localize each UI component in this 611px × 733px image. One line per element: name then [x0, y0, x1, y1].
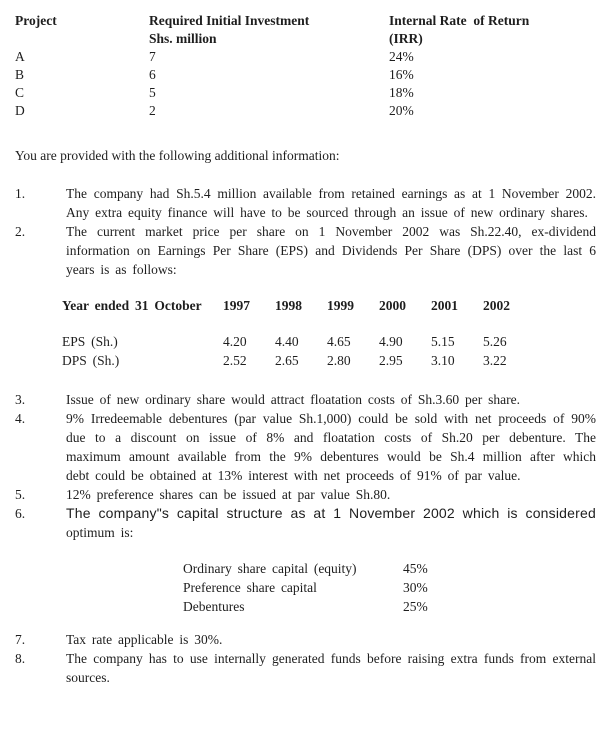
note-number: 5. [15, 487, 26, 502]
eps-value: 4.40 [275, 334, 299, 349]
note-body [62, 222, 596, 390]
project-name: A [15, 49, 25, 64]
capital-structure-row [183, 578, 483, 597]
project-investment: 6 [149, 67, 156, 82]
project-name: D [15, 103, 25, 118]
eps-value: 4.65 [327, 334, 351, 349]
year-label: 1997 [223, 298, 250, 313]
notes-list [15, 184, 596, 687]
note-text: Issue of new ordinary share would attract floatation costs of Sh.3.60 per share. [66, 392, 521, 407]
capital-structure-value: 45% [403, 561, 428, 576]
project-investment: 7 [149, 49, 156, 64]
dps-row-label: DPS (Sh.) [62, 353, 120, 368]
dps-value: 3.10 [431, 353, 455, 368]
note-text: Tax rate applicable is 30%. [66, 632, 223, 647]
capital-structure-label: Ordinary share capital (equity) [183, 561, 357, 576]
project-investment: 2 [149, 103, 156, 118]
dps-row [62, 351, 596, 370]
dps-value: 2.52 [223, 353, 247, 368]
dps-value: 2.95 [379, 353, 403, 368]
eps-dps-table [62, 296, 596, 370]
note-text: 12% preference shares can be issued at par value Sh.80. [66, 487, 391, 502]
project-name: B [15, 67, 25, 82]
note-number: 7. [15, 632, 26, 647]
note-body [66, 504, 596, 630]
note-number: 1. [15, 186, 26, 201]
year-label: 1998 [275, 298, 302, 313]
eps-value: 4.20 [223, 334, 247, 349]
year-label: 2002 [483, 298, 510, 313]
projects-header-irr-line1: Internal Rate of Return [389, 13, 530, 28]
dps-value: 2.80 [327, 353, 351, 368]
note-number: 6. [15, 506, 26, 521]
capital-structure-value: 25% [403, 599, 428, 614]
project-irr: 16% [389, 67, 414, 82]
project-investment: 5 [149, 85, 156, 100]
note-item-8 [15, 649, 596, 687]
note-text: The company has to use internally generated funds before raising extra funds from external sources. [66, 651, 596, 685]
note-text-serif: optimum is: [66, 525, 134, 540]
note-text: The current market price per share on 1 November 2002 was Sh.22.40, ex-dividend information on Earnings Per Share (EPS) and Dividends Per Share (DPS) over the last 6 years is as follows: [66, 224, 596, 277]
note-item-2 [15, 222, 596, 390]
projects-header-investment-line1: Required Initial Investment [149, 13, 310, 28]
project-irr: 18% [389, 85, 414, 100]
intro-text: You are provided with the following additional information: [15, 148, 340, 163]
projects-table [15, 12, 596, 120]
eps-table-header-row [62, 296, 596, 315]
eps-table-header: Year ended 31 October [62, 298, 202, 313]
capital-structure-row [183, 597, 483, 616]
note-number: 4. [15, 411, 26, 426]
projects-header-irr-line2: (IRR) [389, 31, 423, 46]
capital-structure-value: 30% [403, 580, 428, 595]
note-text: The company had Sh.5.4 million available from retained earnings as at 1 November 2002. Any extra equity finance will have to be sourced through an issue of new ordinary shares. [66, 186, 596, 220]
note-item-6 [15, 504, 596, 630]
note-item-1 [15, 184, 596, 222]
eps-value: 4.90 [379, 334, 403, 349]
eps-value: 5.26 [483, 334, 507, 349]
note-number: 3. [15, 392, 26, 407]
spacer-cell [15, 30, 149, 48]
note-item-7 [15, 630, 596, 649]
eps-row-label: EPS (Sh.) [62, 334, 118, 349]
year-label: 1999 [327, 298, 354, 313]
dps-value: 3.22 [483, 353, 507, 368]
year-label: 2001 [431, 298, 458, 313]
project-irr: 24% [389, 49, 414, 64]
note-number: 2. [15, 224, 26, 239]
note-item-4 [15, 409, 596, 485]
capital-structure-label: Preference share capital [183, 580, 317, 595]
note-text [66, 504, 596, 542]
capital-structure-label: Debentures [183, 599, 245, 614]
project-irr: 20% [389, 103, 414, 118]
eps-value: 5.15 [431, 334, 455, 349]
note-number: 8. [15, 651, 26, 666]
note-item-3 [15, 390, 596, 409]
note-item-5 [15, 485, 596, 504]
eps-row [62, 332, 596, 351]
capital-structure-table [183, 559, 483, 616]
note-text: 9% Irredeemable debentures (par value Sh.1,000) could be sold with net proceeds of 90% due to a discount on issue of 8% and floatation costs of Sh.20 per debenture. The maximum amount available from the 9% debentures would be Sh.4 million after which debt could be obtained at 13% interest with net proceeds of 91% of par value. [66, 411, 596, 483]
projects-header-project: Project [15, 13, 57, 28]
project-name: C [15, 85, 25, 100]
dps-value: 2.65 [275, 353, 299, 368]
projects-header-investment-line2: Shs. million [149, 31, 217, 46]
year-label: 2000 [379, 298, 406, 313]
capital-structure-row [183, 559, 483, 578]
note-text-sans: The company"s capital structure as at 1 November 2002 which is considered [66, 505, 596, 521]
